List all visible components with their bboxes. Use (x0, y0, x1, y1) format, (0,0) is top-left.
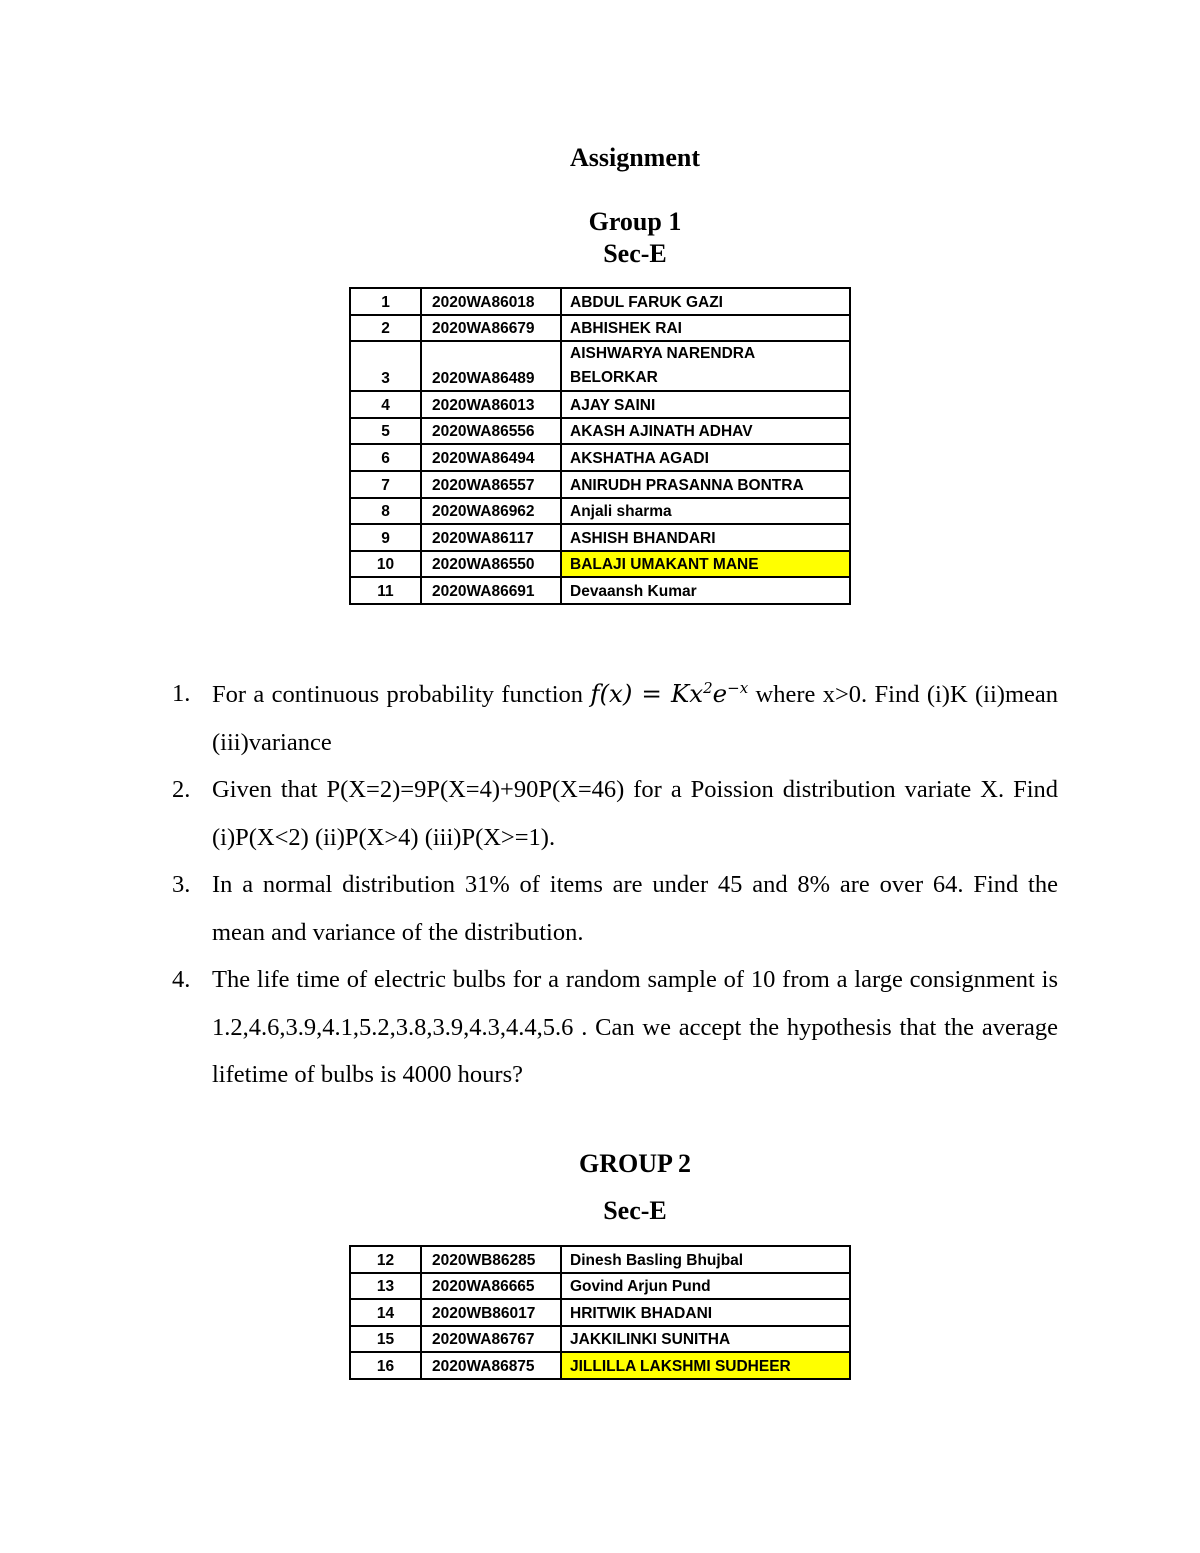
student-name-cell: Anjali sharma (561, 498, 850, 525)
student-name-cell: AISHWARYA NARENDRA BELORKAR (561, 341, 850, 391)
roll-number-cell: 7 (350, 471, 421, 498)
question-number: 4. (172, 966, 191, 993)
student-name-cell: Devaansh Kumar (561, 577, 850, 604)
group2-heading: GROUP 2 (579, 1149, 691, 1178)
student-name-cell: AJAY SAINI (561, 391, 850, 418)
formula-exponent: 2 (703, 678, 713, 697)
student-name-cell: AKASH AJINATH ADHAV (561, 418, 850, 445)
table-row (350, 524, 850, 551)
roll-number-cell: 5 (350, 418, 421, 445)
student-name-cell: ABHISHEK RAI (561, 315, 850, 342)
table-row (350, 577, 850, 604)
roll-number-cell: 4 (350, 391, 421, 418)
table-row (350, 498, 850, 525)
group1-roster-table (349, 287, 851, 605)
roll-number-cell: 11 (350, 577, 421, 604)
student-name-cell: JILLILLA LAKSHMI SUDHEER (561, 1352, 850, 1379)
student-id-cell: 2020WA86556 (421, 418, 561, 445)
roll-number-cell: 16 (350, 1352, 421, 1379)
student-id-cell: 2020WA86550 (421, 551, 561, 578)
group2-section: Sec-E (603, 1196, 667, 1225)
group1-heading: Group 1 (588, 207, 682, 236)
question-number: 3. (172, 871, 191, 898)
student-name-cell: ANIRUDH PRASANNA BONTRA (561, 471, 850, 498)
formula-exp-base: e (712, 679, 728, 708)
question-text: In a normal distribution 31% of items are under 45 and 8% are over 64. Find the mean and variance of the distribution. (212, 871, 1058, 946)
student-id-cell: 2020WA86691 (421, 577, 561, 604)
roll-number-cell: 6 (350, 444, 421, 471)
table-row (350, 1299, 850, 1326)
question-3 (172, 861, 1058, 956)
question-text: The life time of electric bulbs for a random sample of 10 from a large consignment is 1.2,4.6,3.9,4.1,5.2,3.8,3.9,4.3,4.4,5.6 . Can we accept the hypothesis that the average lifetime of bulbs is 4000 hours? (212, 966, 1058, 1088)
student-id-cell: 2020WA86013 (421, 391, 561, 418)
roll-number-cell: 1 (350, 288, 421, 315)
student-id-cell: 2020WA86962 (421, 498, 561, 525)
student-name-cell: ASHISH BHANDARI (561, 524, 850, 551)
table-row (350, 551, 850, 578)
question-number: 1. (172, 680, 191, 707)
roll-number-cell: 3 (350, 341, 421, 391)
question-text: For a continuous probability function (212, 681, 591, 708)
student-id-cell: 2020WA86557 (421, 471, 561, 498)
student-name-cell: Govind Arjun Pund (561, 1273, 850, 1300)
roll-number-cell: 10 (350, 551, 421, 578)
roll-number-cell: 2 (350, 315, 421, 342)
student-name-cell: HRITWIK BHADANI (561, 1299, 850, 1326)
question-2 (172, 766, 1058, 861)
student-id-cell: 2020WA86679 (421, 315, 561, 342)
student-id-cell: 2020WA86767 (421, 1326, 561, 1353)
group2-roster-table (349, 1245, 851, 1380)
student-id-cell: 2020WA86018 (421, 288, 561, 315)
roll-number-cell: 12 (350, 1246, 421, 1273)
student-name-cell: JAKKILINKI SUNITHA (561, 1326, 850, 1353)
roll-number-cell: 13 (350, 1273, 421, 1300)
table-row (350, 391, 850, 418)
student-id-cell: 2020WA86665 (421, 1273, 561, 1300)
group1-roster-body (350, 288, 850, 604)
table-row (350, 1326, 850, 1353)
formula-exp-exponent: −x (727, 678, 749, 697)
question-1 (172, 670, 1058, 766)
question-list (172, 670, 1058, 1099)
table-row (350, 1273, 850, 1300)
student-name-cell: AKSHATHA AGADI (561, 444, 850, 471)
student-name-cell: BALAJI UMAKANT MANE (561, 551, 850, 578)
student-id-cell: 2020WA86494 (421, 444, 561, 471)
student-id-cell: 2020WA86489 (421, 341, 561, 391)
student-id-cell: 2020WA86117 (421, 524, 561, 551)
table-row (350, 288, 850, 315)
student-name-cell: ABDUL FARUK GAZI (561, 288, 850, 315)
group2-roster-body (350, 1246, 850, 1379)
table-row (350, 1352, 850, 1379)
table-row (350, 444, 850, 471)
question-text-cont: where x>0. Find (i)K (ii)mean (iii)variance (212, 681, 1058, 756)
student-id-cell: 2020WB86017 (421, 1299, 561, 1326)
table-row (350, 341, 850, 391)
formula-base: f(x) = Kx (590, 679, 704, 708)
roll-number-cell: 15 (350, 1326, 421, 1353)
group1-section: Sec-E (603, 239, 667, 268)
document-title: Assignment (569, 143, 700, 172)
question-text: Given that P(X=2)=9P(X=4)+90P(X=46) for a Poission distribution variate X. Find (i)P(X<2) (ii)P(X>4) (iii)P(X>=1). (212, 776, 1058, 851)
table-row (350, 471, 850, 498)
table-row (350, 315, 850, 342)
roll-number-cell: 9 (350, 524, 421, 551)
probability-function-formula (590, 679, 748, 708)
student-name-cell: Dinesh Basling Bhujbal (561, 1246, 850, 1273)
roll-number-cell: 8 (350, 498, 421, 525)
student-id-cell: 2020WA86875 (421, 1352, 561, 1379)
table-row (350, 418, 850, 445)
question-4 (172, 956, 1058, 1099)
roll-number-cell: 14 (350, 1299, 421, 1326)
question-number: 2. (172, 776, 191, 803)
table-row (350, 1246, 850, 1273)
student-id-cell: 2020WB86285 (421, 1246, 561, 1273)
